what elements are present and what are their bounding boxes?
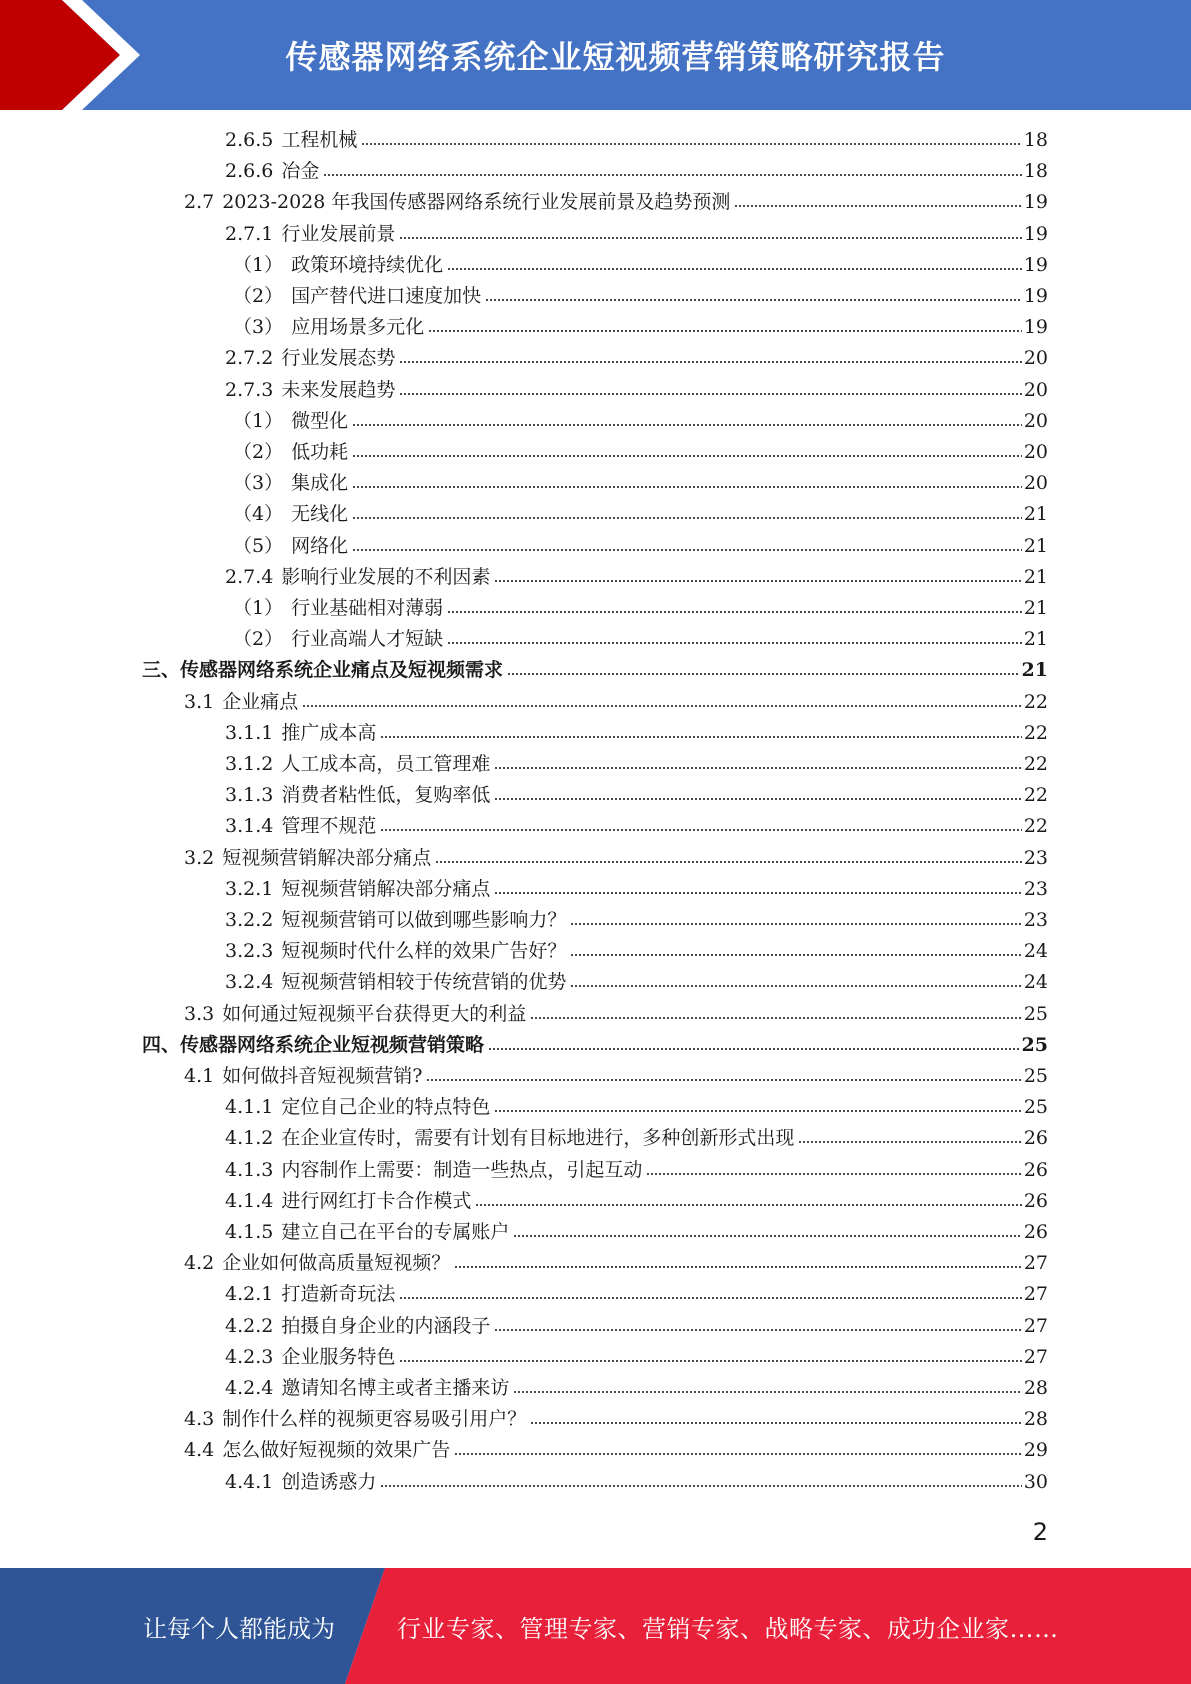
toc-entry-title: 政策环境持续优化	[291, 253, 444, 276]
toc-dot-leader	[352, 515, 1022, 521]
page-number: 2	[1032, 1518, 1048, 1546]
toc-entry-page: 19	[1023, 191, 1048, 214]
toc-entry-page: 20	[1023, 441, 1048, 463]
toc-entry[interactable]	[233, 595, 1048, 621]
toc-dot-leader	[494, 765, 1021, 771]
toc-entry-number: （3）	[233, 472, 284, 495]
toc-entry-page: 29	[1023, 1439, 1048, 1462]
toc-entry[interactable]	[142, 1032, 1048, 1058]
toc-entry[interactable]	[225, 782, 1048, 808]
toc-entry-number: 四、	[142, 1033, 181, 1056]
toc-entry-page: 19	[1023, 285, 1048, 307]
toc-entry-number: 3.1.4	[225, 815, 274, 838]
toc-entry[interactable]	[225, 720, 1048, 746]
toc-dot-leader	[513, 1233, 1021, 1239]
toc-entry-number: 4.4.1	[225, 1470, 274, 1493]
toc-entry[interactable]	[184, 1437, 1048, 1463]
toc-entry-page: 22	[1023, 815, 1048, 838]
toc-entry-number: （1）	[233, 253, 284, 276]
toc-entry-title: 短视频营销解决部分痛点	[222, 846, 432, 869]
toc-entry-number: 4.2.4	[225, 1377, 274, 1399]
toc-entry[interactable]	[225, 907, 1048, 933]
toc-entry-page: 21	[1023, 565, 1048, 588]
toc-entry-title: 工程机械	[281, 129, 358, 151]
toc-dot-leader	[361, 141, 1021, 147]
red-chevron-icon	[0, 0, 160, 110]
toc-dot-leader	[380, 734, 1021, 740]
toc-entry-number: （1）	[233, 597, 284, 619]
toc-entry-page: 22	[1023, 690, 1048, 713]
toc-entry-page: 23	[1023, 909, 1048, 931]
toc-entry-page: 20	[1023, 378, 1048, 401]
toc-dot-leader	[494, 890, 1021, 896]
toc-entry-page: 19	[1023, 222, 1048, 245]
toc-dot-leader	[513, 1389, 1021, 1395]
toc-entry[interactable]	[225, 345, 1048, 371]
toc-entry-page: 18	[1023, 160, 1048, 183]
toc-entry-number: （3）	[233, 316, 284, 339]
toc-entry-title: 企业如何做高质量短视频？	[222, 1252, 451, 1275]
toc-entry-title: 企业痛点	[222, 690, 299, 713]
toc-entry[interactable]	[225, 1344, 1048, 1370]
header-band	[0, 0, 1191, 110]
toc-entry[interactable]	[225, 813, 1048, 839]
toc-entry-page: 25	[1023, 1096, 1048, 1119]
toc-entry-title: 2023-2028 年我国传感器网络系统行业发展前景及趋势预测	[222, 191, 731, 214]
toc-entry-title: 制作什么样的视频更容易吸引用户？	[222, 1408, 527, 1431]
toc-dot-leader	[798, 1139, 1021, 1145]
toc-entry-page: 26	[1023, 1158, 1048, 1181]
toc-entry-number: 2.7.1	[225, 222, 274, 245]
toc-dot-leader	[380, 1483, 1021, 1489]
toc-entry[interactable]	[233, 314, 1048, 340]
toc-entry-title: 微型化	[291, 409, 349, 432]
toc-dot-leader	[302, 703, 1022, 709]
toc-dot-leader	[323, 172, 1021, 178]
toc-entry-title: 拍摄自身企业的内涵段子	[281, 1314, 491, 1337]
toc-entry-title: 推广成本高	[281, 721, 377, 744]
toc-entry-page: 25	[1023, 1002, 1048, 1025]
toc-entry[interactable]	[233, 252, 1048, 278]
toc-entry-number: 4.3	[184, 1408, 215, 1431]
toc-entry-title: 传感器网络系统企业痛点及短视频需求	[180, 659, 504, 682]
toc-entry-number: 4.1.4	[225, 1189, 274, 1212]
toc-entry-number: （5）	[233, 534, 284, 557]
toc-entry-number: 4.4	[184, 1439, 215, 1462]
toc-entry[interactable]	[184, 189, 1048, 215]
toc-entry-page: 21	[1023, 597, 1048, 619]
toc-entry-title: 企业服务特色	[281, 1345, 396, 1368]
toc-entry-title: 低功耗	[291, 441, 349, 463]
toc-entry-title: 如何做抖音短视频营销?	[222, 1065, 423, 1087]
toc-entry-title: 定位自己企业的特点特色	[281, 1096, 491, 1119]
toc-entry-title: 消费者粘性低，复购率低	[281, 784, 491, 807]
toc-entry-number: 4.2.2	[225, 1314, 274, 1337]
toc-entry[interactable]	[225, 751, 1048, 777]
toc-entry-title: 进行网红打卡合作模式	[281, 1189, 472, 1212]
toc-entry-page: 27	[1023, 1314, 1048, 1337]
toc-entry[interactable]	[225, 1469, 1048, 1495]
toc-entry-page: 26	[1023, 1189, 1048, 1212]
toc-dot-leader	[570, 921, 1021, 927]
toc-dot-leader	[352, 453, 1022, 459]
toc-entry-page: 27	[1023, 1345, 1048, 1368]
toc-entry-number: 3.2.1	[225, 877, 274, 900]
toc-entry-number: （1）	[233, 409, 284, 432]
toc-entry-number: 3.2.2	[225, 909, 274, 931]
toc-dot-leader	[428, 328, 1022, 334]
toc-dot-leader	[734, 203, 1021, 209]
toc-entry-number: 4.1.5	[225, 1221, 274, 1243]
toc-entry-title: 行业发展前景	[281, 222, 396, 245]
toc-entry-page: 21	[1023, 628, 1048, 651]
toc-entry-title: 行业发展态势	[281, 347, 396, 370]
toc-entry-page: 27	[1023, 1252, 1048, 1275]
toc-entry-page: 19	[1023, 253, 1048, 276]
toc-entry[interactable]	[233, 283, 1048, 309]
toc-entry-number: 2.6.5	[225, 129, 274, 151]
toc-entry-number: 3.2.4	[225, 971, 274, 994]
toc-entry-title: 建立自己在平台的专属账户	[281, 1221, 510, 1243]
toc-entry-page: 20	[1023, 409, 1048, 432]
toc-entry[interactable]	[225, 127, 1048, 153]
toc-entry-number: （4）	[233, 503, 284, 526]
toc-entry-page: 25	[1021, 1033, 1048, 1056]
toc-entry[interactable]	[225, 1219, 1048, 1245]
toc-dot-leader	[475, 1202, 1021, 1208]
toc-dot-leader	[570, 983, 1021, 989]
toc-entry-number: 4.1.3	[225, 1158, 274, 1181]
toc-entry-title: 影响行业发展的不利因素	[281, 565, 491, 588]
toc-entry-page: 26	[1023, 1221, 1048, 1243]
toc-entry[interactable]	[225, 969, 1048, 995]
toc-entry-page: 28	[1023, 1377, 1048, 1399]
toc-entry-page: 24	[1023, 940, 1048, 963]
toc-dot-leader	[399, 391, 1021, 397]
toc-entry-number: 3.2	[184, 846, 215, 869]
toc-entry[interactable]	[233, 626, 1048, 652]
toc-entry-page: 21	[1023, 503, 1048, 526]
toc-entry[interactable]	[225, 1313, 1048, 1339]
toc-entry-title: 传感器网络系统企业短视频营销策略	[180, 1033, 485, 1056]
toc-entry-title: 在企业宣传时，需要有计划有目标地进行，多种创新形式出现	[281, 1127, 795, 1150]
toc-entry-number: （2）	[233, 441, 284, 463]
toc-dot-leader	[399, 359, 1021, 365]
toc-dot-leader	[454, 1264, 1022, 1270]
footer-slogan-left: 让每个人都能成为	[143, 1614, 335, 1643]
toc-entry-title: 短视频营销解决部分痛点	[281, 877, 491, 900]
toc-entry-title: 行业基础相对薄弱	[291, 597, 444, 619]
toc-entry-page: 28	[1023, 1408, 1048, 1431]
toc-entry-title: 管理不规范	[281, 815, 377, 838]
toc-entry-number: 2.7.4	[225, 565, 274, 588]
toc-entry-title: 人工成本高，员工管理难	[281, 753, 491, 775]
toc-entry[interactable]	[225, 158, 1048, 184]
toc-dot-leader	[494, 1108, 1021, 1114]
toc-dot-leader	[530, 1420, 1022, 1426]
toc-entry-number: 4.2.1	[225, 1283, 274, 1306]
toc-entry[interactable]	[225, 1188, 1048, 1214]
toc-dot-leader	[494, 1327, 1021, 1333]
toc-dot-leader	[447, 640, 1022, 646]
toc-entry[interactable]	[225, 1094, 1048, 1120]
toc-entry-number: 2.6.6	[225, 160, 274, 183]
toc-entry-page: 24	[1023, 971, 1048, 994]
toc-entry-page: 22	[1023, 753, 1048, 775]
toc-entry-number: 4.2.3	[225, 1345, 274, 1368]
toc-entry-number: 2.7	[184, 191, 215, 214]
toc-entry[interactable]	[225, 1125, 1048, 1151]
toc-dot-leader	[352, 547, 1022, 553]
toc-entry-page: 22	[1023, 784, 1048, 807]
toc-entry-number: 3.1.1	[225, 721, 274, 744]
toc-entry-title: 短视频营销可以做到哪些影响力？	[281, 909, 567, 931]
toc-dot-leader	[399, 1295, 1021, 1301]
toc-entry-number: （2）	[233, 285, 284, 307]
toc-dot-leader	[352, 422, 1022, 428]
toc-entry-title: 集成化	[291, 472, 349, 495]
footer-band	[0, 1568, 1191, 1684]
toc-entry-number: 2.7.3	[225, 378, 274, 401]
toc-entry-page: 25	[1023, 1065, 1048, 1087]
toc-entry-page: 30	[1023, 1470, 1048, 1493]
toc-entry[interactable]	[233, 533, 1048, 559]
toc-entry[interactable]	[225, 938, 1048, 964]
toc-entry-title: 如何通过短视频平台获得更大的利益	[222, 1002, 527, 1025]
toc-entry[interactable]	[225, 876, 1048, 902]
toc-entry-page: 21	[1023, 534, 1048, 557]
toc-entry[interactable]	[225, 221, 1048, 247]
toc-entry-number: 三、	[142, 659, 181, 682]
toc-entry-page: 20	[1023, 472, 1048, 495]
toc-entry[interactable]	[225, 1157, 1048, 1183]
toc-dot-leader	[485, 297, 1022, 303]
toc-dot-leader	[507, 671, 1020, 677]
toc-entry-title: 短视频营销相较于传统营销的优势	[281, 971, 567, 994]
toc-dot-leader	[454, 1451, 1022, 1457]
toc-entry[interactable]	[233, 439, 1048, 465]
toc-entry-title: 行业高端人才短缺	[291, 628, 444, 651]
toc-entry-number: 3.1.3	[225, 784, 274, 807]
toc-entry-page: 20	[1023, 347, 1048, 370]
toc-entry-page: 19	[1023, 316, 1048, 339]
toc-entry-title: 创造诱惑力	[281, 1470, 377, 1493]
toc-entry-title: 冶金	[281, 160, 320, 183]
toc-entry-number: 3.1.2	[225, 753, 274, 775]
toc-dot-leader	[530, 1015, 1022, 1021]
toc-entry-title: 邀请知名博主或者主播来访	[281, 1377, 510, 1399]
toc-entry[interactable]	[142, 657, 1048, 683]
toc-entry-page: 22	[1023, 721, 1048, 744]
toc-entry-number: 4.1.1	[225, 1096, 274, 1119]
toc-entry-number: 2.7.2	[225, 347, 274, 370]
toc-entry-page: 27	[1023, 1283, 1048, 1306]
toc-entry-title: 网络化	[291, 534, 349, 557]
toc-entry[interactable]	[225, 564, 1048, 590]
toc-entry-page: 21	[1021, 659, 1048, 682]
toc-dot-leader	[426, 1077, 1021, 1083]
toc-entry-title: 短视频时代什么样的效果广告好？	[281, 940, 567, 963]
toc-entry[interactable]	[225, 377, 1048, 403]
toc-entry-title: 内容制作上需要：制造一些热点，引起互动	[281, 1158, 643, 1181]
toc-entry-number: 3.1	[184, 690, 215, 713]
toc-entry[interactable]	[184, 1001, 1048, 1027]
toc-entry-title: 无线化	[291, 503, 349, 526]
toc-dot-leader	[488, 1046, 1020, 1052]
toc-entry-title: 打造新奇玩法	[281, 1283, 396, 1306]
toc-entry-title: 怎么做好短视频的效果广告	[222, 1439, 451, 1462]
footer-slogan-right: 行业专家、管理专家、营销专家、战略专家、成功企业家……	[397, 1614, 1059, 1643]
toc-dot-leader	[352, 484, 1022, 490]
toc-entry-number: 4.1.2	[225, 1127, 274, 1150]
toc-dot-leader	[447, 609, 1022, 615]
toc-entry-page: 26	[1023, 1127, 1048, 1150]
toc-entry-number: 3.3	[184, 1002, 215, 1025]
toc-entry[interactable]	[233, 408, 1048, 434]
toc-entry-number: 4.1	[184, 1065, 215, 1087]
toc-entry-title: 应用场景多元化	[291, 316, 425, 339]
toc-dot-leader	[570, 952, 1021, 958]
toc-entry-number: （2）	[233, 628, 284, 651]
toc-entry-page: 23	[1023, 846, 1048, 869]
toc-entry[interactable]	[233, 470, 1048, 496]
toc-entry-number: 4.2	[184, 1252, 215, 1275]
toc-entry[interactable]	[184, 689, 1048, 715]
toc-entry[interactable]	[225, 1375, 1048, 1401]
toc-entry[interactable]	[184, 845, 1048, 871]
toc-entry[interactable]	[184, 1250, 1048, 1276]
toc-dot-leader	[494, 578, 1021, 584]
toc-entry-page: 23	[1023, 877, 1048, 900]
toc-dot-leader	[435, 859, 1022, 865]
toc-dot-leader	[646, 1171, 1021, 1177]
toc-dot-leader	[494, 796, 1021, 802]
toc-entry-title: 国产替代进口速度加快	[291, 285, 482, 307]
toc-dot-leader	[399, 1358, 1021, 1364]
toc-entry[interactable]	[225, 1281, 1048, 1307]
toc-entry[interactable]	[184, 1406, 1048, 1432]
toc-entry[interactable]	[233, 501, 1048, 527]
document-title: 传感器网络系统企业短视频营销策略研究报告	[285, 38, 946, 76]
toc-entry-title: 未来发展趋势	[281, 378, 396, 401]
toc-entry-page: 18	[1023, 129, 1048, 151]
toc-entry-number: 3.2.3	[225, 940, 274, 963]
toc-dot-leader	[447, 266, 1022, 272]
toc-entry[interactable]	[184, 1063, 1048, 1089]
toc-dot-leader	[399, 235, 1021, 241]
toc-dot-leader	[380, 827, 1021, 833]
